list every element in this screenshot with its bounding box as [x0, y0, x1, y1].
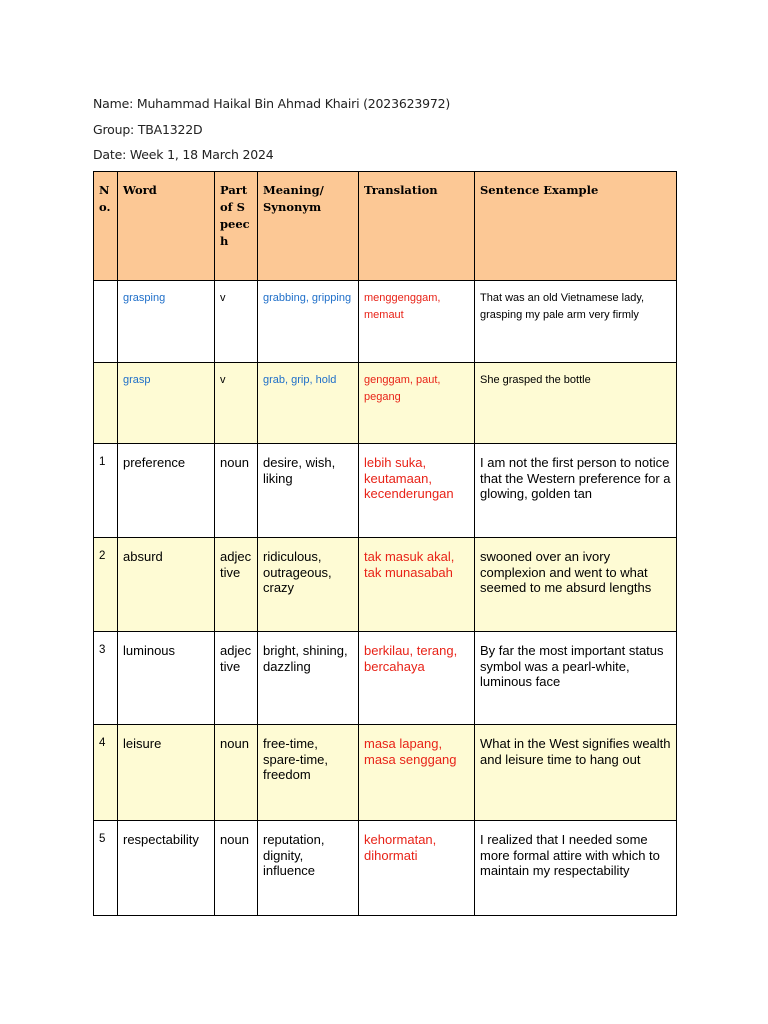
meaning-cell: free-time, spare-time, freedom [258, 725, 359, 821]
sentence-example-cell: What in the West signifies wealth and leisure time to hang out [475, 725, 677, 821]
meaning-cell: bright, shining, dazzling [258, 632, 359, 725]
translation-cell: lebih suka, keutamaan, kecenderungan [359, 444, 475, 538]
table-row [94, 821, 677, 916]
column-header-meaning: Meaning/ Synonym [258, 172, 359, 281]
word-cell: grasping [118, 281, 215, 363]
part-of-speech-cell: noun [215, 444, 258, 538]
table-row [94, 725, 677, 821]
sentence-example-cell: I am not the first person to notice that the Western preference for a glowing, golden tan [475, 444, 677, 538]
translation-cell: kehormatan, dihormati [359, 821, 475, 916]
group-label: Group: TBA1322D [93, 122, 203, 137]
word-cell: leisure [118, 725, 215, 821]
meaning-cell: desire, wish, liking [258, 444, 359, 538]
meaning-cell: ridiculous, outrageous, crazy [258, 538, 359, 632]
column-header-no: No. [94, 172, 118, 281]
word-cell: absurd [118, 538, 215, 632]
row-number: 1 [94, 444, 118, 538]
meaning-cell: grabbing, gripping [258, 281, 359, 363]
date-label: Date: Week 1, 18 March 2024 [93, 147, 274, 162]
table-row [94, 632, 677, 725]
word-cell: luminous [118, 632, 215, 725]
column-header-translation: Translation [359, 172, 475, 281]
sentence-example-cell: By far the most important status symbol was a pearl-white, luminous face [475, 632, 677, 725]
row-number: 2 [94, 538, 118, 632]
vocabulary-table [93, 171, 677, 916]
meaning-cell: reputation, dignity, influence [258, 821, 359, 916]
part-of-speech-cell: noun [215, 821, 258, 916]
sentence-example-cell: I realized that I needed some more formal attire with which to maintain my respectability [475, 821, 677, 916]
translation-cell: berkilau, terang, bercahaya [359, 632, 475, 725]
translation-cell: tak masuk akal, tak munasabah [359, 538, 475, 632]
table-row [94, 363, 677, 444]
row-number: 4 [94, 725, 118, 821]
word-cell: respectability [118, 821, 215, 916]
table-row [94, 281, 677, 363]
sentence-example-cell: That was an old Vietnamese lady, grasping my pale arm very firmly [475, 281, 677, 363]
column-header-sentence-example: Sentence Example [475, 172, 677, 281]
meaning-cell: grab, grip, hold [258, 363, 359, 444]
sentence-example-cell: She grasped the bottle [475, 363, 677, 444]
translation-cell: menggenggam, memaut [359, 281, 475, 363]
row-number [94, 363, 118, 444]
table-header-row [94, 172, 677, 281]
sentence-example-cell: swooned over an ivory complexion and went to what seemed to me absurd lengths [475, 538, 677, 632]
table-row [94, 538, 677, 632]
part-of-speech-cell: noun [215, 725, 258, 821]
row-number: 3 [94, 632, 118, 725]
student-name: Name: Muhammad Haikal Bin Ahmad Khairi (2023623972) [93, 96, 451, 111]
part-of-speech-cell: v [215, 281, 258, 363]
table-row [94, 444, 677, 538]
part-of-speech-cell: v [215, 363, 258, 444]
word-cell: grasp [118, 363, 215, 444]
row-number: 5 [94, 821, 118, 916]
part-of-speech-cell: adjective [215, 632, 258, 725]
column-header-part-of-speech: Part of Speech [215, 172, 258, 281]
word-cell: preference [118, 444, 215, 538]
translation-cell: masa lapang, masa senggang [359, 725, 475, 821]
row-number [94, 281, 118, 363]
column-header-word: Word [118, 172, 215, 281]
part-of-speech-cell: adjective [215, 538, 258, 632]
translation-cell: genggam, paut, pegang [359, 363, 475, 444]
